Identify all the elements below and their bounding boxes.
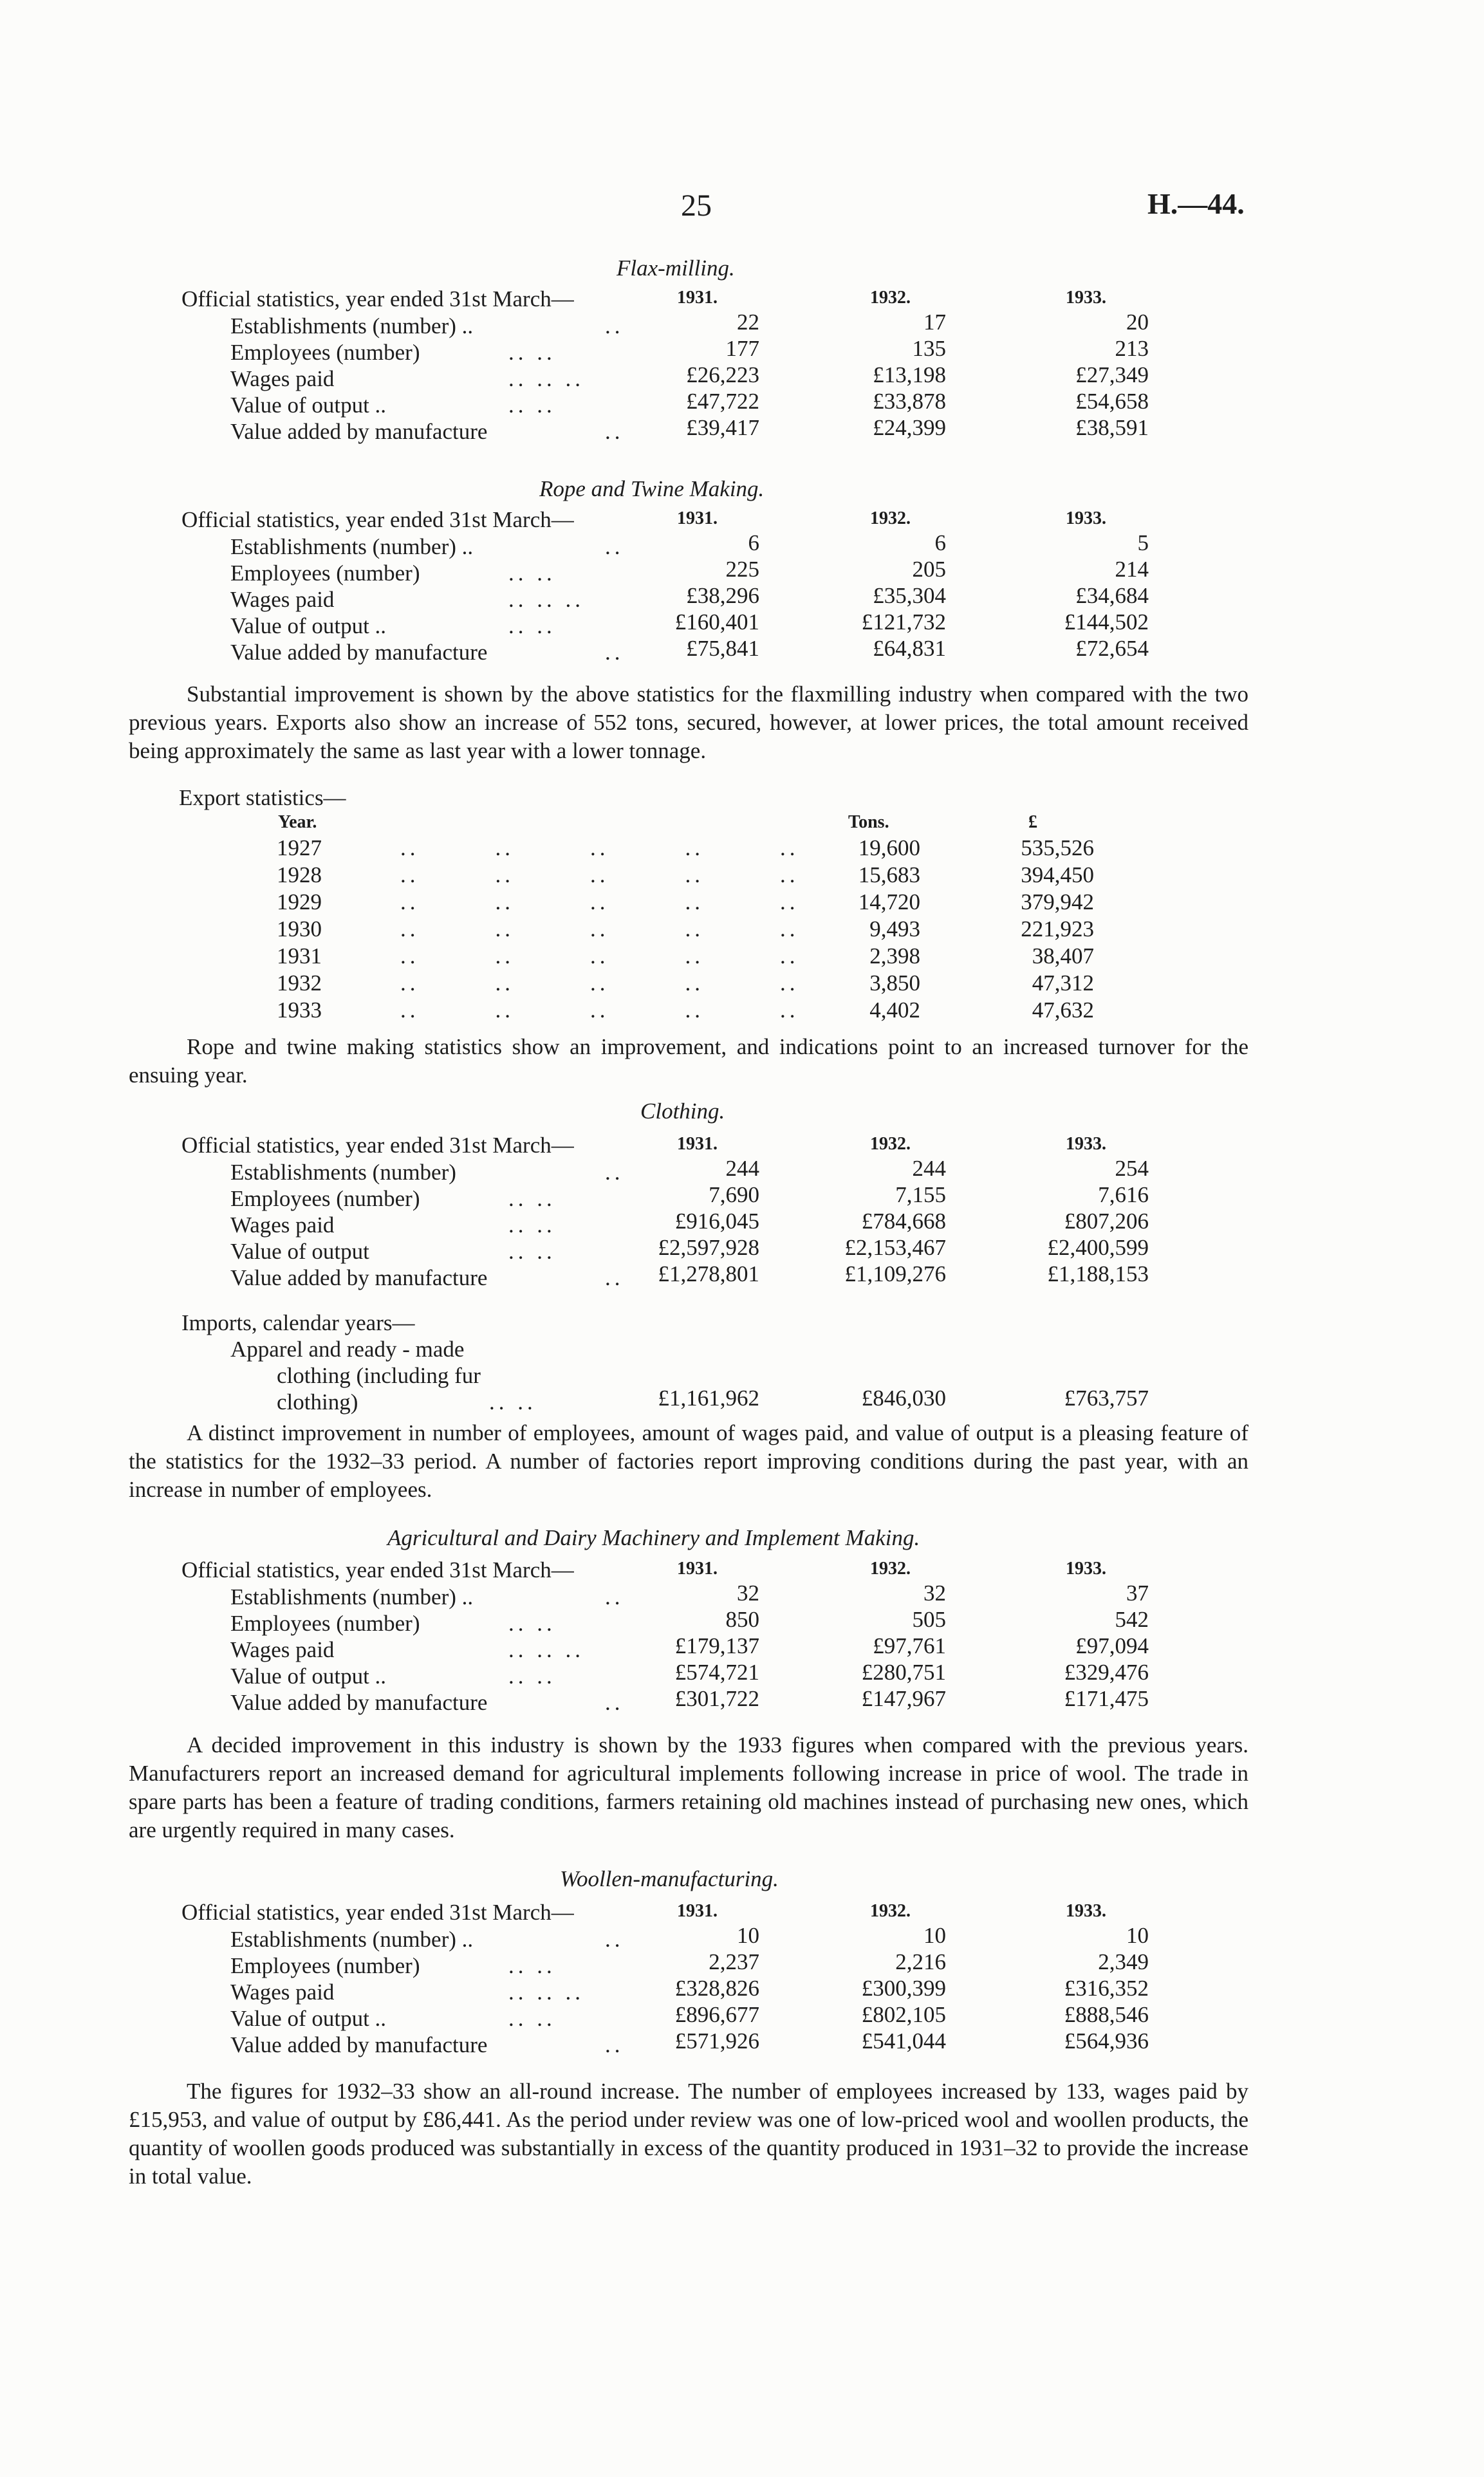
paragraph-rope-summary: Rope and twine making statistics show an improvement, and indications point to an increased turnover for the ensuing year. <box>129 1034 1248 1088</box>
row-value: 37 <box>1126 1581 1149 1606</box>
row-value: £541,044 <box>861 2028 946 2054</box>
row-label: Establishments (number) .. <box>230 534 474 559</box>
row-label: Employees (number) <box>230 1186 420 1211</box>
export-statistics-label: Export statistics— <box>179 785 346 810</box>
year-header: 1931. <box>677 1134 718 1154</box>
export-tons: 14,720 <box>858 889 920 914</box>
row-value: £1,278,801 <box>658 1261 759 1286</box>
row-dots: .. .. .. <box>508 587 584 612</box>
row-value: 244 <box>912 1156 946 1181</box>
year-header: 1932. <box>870 508 911 528</box>
row-dots: .. <box>605 640 624 665</box>
row-value: £97,761 <box>873 1633 946 1658</box>
row-label: Establishments (number) .. <box>230 1927 474 1952</box>
row-value: £316,352 <box>1064 1976 1149 2001</box>
paragraph-clothing-summary: A distinct improvement in number of employees, amount of wages paid, and value of output is a pleasing feature of the statistics for the 1932–33 period. A number of factories report improving conditions during the past year, with an increase in number of employees. <box>129 1420 1248 1502</box>
export-tons: 3,850 <box>869 970 920 996</box>
row-label: Value of output .. <box>230 613 387 638</box>
row-label: Wages paid <box>230 1637 335 1662</box>
row-value: £2,597,928 <box>658 1235 759 1260</box>
export-year: 1928 <box>277 862 322 887</box>
row-label: Value of output .. <box>230 1664 387 1689</box>
row-dots: .. <box>605 1927 624 1952</box>
row-value: 7,690 <box>709 1182 759 1207</box>
row-value: £47,722 <box>686 389 759 414</box>
row-value: 20 <box>1126 310 1149 335</box>
row-dots: .. <box>605 1690 624 1715</box>
row-value: 177 <box>725 336 759 361</box>
row-label: Establishments (number) .. <box>230 313 474 339</box>
export-tons: 2,398 <box>869 943 920 969</box>
row-dots: .. .. <box>508 1953 556 1978</box>
row-value: £329,476 <box>1064 1660 1149 1685</box>
export-dots: .. .. .. .. .. <box>400 997 799 1023</box>
export-year: 1933 <box>277 997 322 1023</box>
row-value: 10 <box>923 1923 946 1948</box>
row-dots: .. .. <box>508 1239 556 1264</box>
row-value: £916,045 <box>674 1209 759 1234</box>
table-intro: Official statistics, year ended 31st March— <box>181 1133 574 1158</box>
row-dots: .. <box>605 313 624 339</box>
row-dots: .. .. <box>508 1664 556 1689</box>
row-dots: .. .. <box>508 2006 556 2031</box>
export-year: 1932 <box>277 970 322 996</box>
row-value: £179,137 <box>674 1633 759 1658</box>
year-header: 1931. <box>677 508 718 528</box>
export-col-tons: Tons. <box>848 812 889 832</box>
export-tons: 4,402 <box>869 997 920 1023</box>
row-dots: .. .. .. <box>508 1980 584 2005</box>
row-value: 6 <box>748 530 759 555</box>
year-header: 1932. <box>870 1559 911 1579</box>
row-value: 5 <box>1137 530 1149 555</box>
row-value: £33,878 <box>873 389 946 414</box>
row-value: £38,296 <box>686 583 759 608</box>
row-value: £160,401 <box>674 609 759 635</box>
row-value: £72,654 <box>1075 636 1149 661</box>
row-value: £75,841 <box>686 636 759 661</box>
row-label: Wages paid <box>230 366 335 391</box>
year-header: 1931. <box>677 1901 718 1921</box>
row-dots: .. <box>605 419 624 444</box>
year-header: 1932. <box>870 1901 911 1921</box>
row-value: £802,105 <box>861 2002 946 2027</box>
row-label: Establishments (number) <box>230 1160 456 1185</box>
export-year: 1931 <box>277 943 322 969</box>
row-dots: .. .. <box>508 613 556 638</box>
table-intro: Official statistics, year ended 31st March— <box>181 1900 574 1925</box>
row-value: £121,732 <box>861 609 946 635</box>
row-label: Value of output .. <box>230 393 387 418</box>
row-label: Value added by manufacture <box>230 640 488 665</box>
export-value: 379,942 <box>1021 889 1094 914</box>
row-label: Establishments (number) .. <box>230 1584 474 1610</box>
export-year: 1929 <box>277 889 322 914</box>
row-dots: .. .. .. <box>508 1637 584 1662</box>
row-value: £564,936 <box>1064 2028 1149 2054</box>
row-value: 850 <box>725 1607 759 1632</box>
export-value: 47,312 <box>1032 970 1094 996</box>
row-dots: .. .. <box>508 1186 556 1211</box>
table-intro: Official statistics, year ended 31st March— <box>181 507 574 532</box>
row-label: Value added by manufacture <box>230 2032 488 2057</box>
row-value: 214 <box>1115 557 1149 582</box>
row-value: 135 <box>912 336 946 361</box>
year-header: 1933. <box>1066 288 1106 308</box>
row-label: Value of output .. <box>230 2006 387 2031</box>
row-dots: .. .. <box>508 340 556 365</box>
row-value: 17 <box>923 310 946 335</box>
export-value: 394,450 <box>1021 862 1094 887</box>
row-value: 10 <box>1126 1923 1149 1948</box>
apparel-line-2: clothing (including fur <box>277 1363 481 1388</box>
row-value: £888,546 <box>1064 2002 1149 2027</box>
row-value: 7,616 <box>1098 1182 1149 1207</box>
row-value: £13,198 <box>873 362 946 387</box>
row-label: Value added by manufacture <box>230 419 488 444</box>
row-label: Wages paid <box>230 1980 335 2005</box>
export-dots: .. .. .. .. .. <box>400 862 799 887</box>
row-value: 2,216 <box>895 1949 946 1974</box>
apparel-line-3: clothing) <box>277 1389 358 1415</box>
year-header: 1933. <box>1066 508 1106 528</box>
year-header: 1933. <box>1066 1134 1106 1154</box>
export-dots: .. .. .. .. .. <box>400 889 799 914</box>
apparel-value-1933: £763,757 <box>1064 1386 1149 1411</box>
row-value: £300,399 <box>861 1976 946 2001</box>
row-value: £54,658 <box>1075 389 1149 414</box>
apparel-line-1: Apparel and ready - made <box>230 1337 465 1362</box>
row-value: £24,399 <box>873 415 946 440</box>
row-value: 7,155 <box>895 1182 946 1207</box>
year-header: 1931. <box>677 288 718 308</box>
row-value: £280,751 <box>861 1660 946 1685</box>
page-number: 25 <box>681 189 712 223</box>
row-value: £35,304 <box>873 583 946 608</box>
row-dots: .. <box>605 2032 624 2057</box>
year-header: 1932. <box>870 288 911 308</box>
imports-label: Imports, calendar years— <box>181 1310 415 1335</box>
row-label: Employees (number) <box>230 561 420 586</box>
export-dots: .. .. .. .. .. <box>400 970 799 996</box>
export-value: 221,923 <box>1021 916 1094 942</box>
row-value: £27,349 <box>1075 362 1149 387</box>
table-intro: Official statistics, year ended 31st March— <box>181 286 574 311</box>
row-value: £171,475 <box>1064 1686 1149 1711</box>
row-value: £144,502 <box>1064 609 1149 635</box>
row-dots: .. <box>605 534 624 559</box>
section-heading-flax: Flax-milling. <box>617 255 735 281</box>
row-label: Wages paid <box>230 1212 335 1238</box>
row-label: Value added by manufacture <box>230 1265 488 1290</box>
apparel-value-1931: £1,161,962 <box>658 1386 759 1411</box>
row-label: Value of output <box>230 1239 369 1264</box>
row-value: £328,826 <box>674 1976 759 2001</box>
export-dots: .. .. .. .. .. <box>400 943 799 969</box>
table-intro: Official statistics, year ended 31st March— <box>181 1557 574 1582</box>
row-label: Wages paid <box>230 587 335 612</box>
export-tons: 9,493 <box>869 916 920 942</box>
document-reference: H.—44. <box>1147 187 1245 220</box>
row-dots: .. <box>605 1584 624 1610</box>
row-label: Employees (number) <box>230 340 420 365</box>
row-value: £97,094 <box>1075 1633 1149 1658</box>
row-value: £571,926 <box>674 2028 759 2054</box>
row-dots: .. <box>605 1265 624 1290</box>
row-value: £1,109,276 <box>844 1261 946 1286</box>
row-label: Employees (number) <box>230 1953 420 1978</box>
row-value: £574,721 <box>674 1660 759 1685</box>
apparel-value-1932: £846,030 <box>861 1386 946 1411</box>
year-header: 1933. <box>1066 1901 1106 1921</box>
row-value: 244 <box>725 1156 759 1181</box>
row-value: £39,417 <box>686 415 759 440</box>
section-heading-clothing: Clothing. <box>640 1099 725 1124</box>
row-value: 225 <box>725 557 759 582</box>
row-value: £807,206 <box>1064 1209 1149 1234</box>
export-year: 1930 <box>277 916 322 942</box>
year-header: 1931. <box>677 1559 718 1579</box>
paragraph-agri-summary: A decided improvement in this industry is shown by the 1933 figures when compared with the previous years. Manufacturers report an increased demand for agricultural implements following increase in price of wool. The trade in spare parts has been a feature of trading conditions, farmers retaining old machines instead of purchasing new ones, which are urgently required in many cases. <box>129 1732 1248 1842</box>
row-label: Value added by manufacture <box>230 1690 488 1715</box>
row-value: 505 <box>912 1607 946 1632</box>
row-dots: .. .. .. <box>508 366 584 391</box>
section-heading-agri: Agricultural and Dairy Machinery and Implement Making. <box>387 1525 920 1550</box>
year-header: 1933. <box>1066 1559 1106 1579</box>
row-value: £2,153,467 <box>844 1235 946 1260</box>
paragraph-flax-summary: Substantial improvement is shown by the above statistics for the flaxmilling industry when compared with the two previous years. Exports also show an increase of 552 tons, secured, however, at lower prices, the total amount received being approximately the same as last year with a lower tonnage. <box>129 682 1248 763</box>
export-value: 47,632 <box>1032 997 1094 1023</box>
export-year: 1927 <box>277 835 322 860</box>
row-value: £64,831 <box>873 636 946 661</box>
row-value: £147,967 <box>861 1686 946 1711</box>
export-tons: 19,600 <box>858 835 920 860</box>
row-value: 205 <box>912 557 946 582</box>
row-dots: .. <box>605 1160 624 1185</box>
row-dots: .. .. <box>508 561 556 586</box>
row-value: 32 <box>737 1581 759 1606</box>
row-value: £896,677 <box>674 2002 759 2027</box>
export-tons: 15,683 <box>858 862 920 887</box>
export-dots: .. .. .. .. .. <box>400 916 799 942</box>
export-col-year: Year. <box>278 812 317 832</box>
row-value: 213 <box>1115 336 1149 361</box>
row-value: £26,223 <box>686 362 759 387</box>
row-value: 22 <box>737 310 759 335</box>
row-value: £2,400,599 <box>1047 1235 1149 1260</box>
export-col-value: £ <box>1028 812 1037 832</box>
row-value: £34,684 <box>1075 583 1149 608</box>
row-dots: .. .. <box>508 1611 556 1636</box>
row-value: 10 <box>737 1923 759 1948</box>
row-value: 254 <box>1115 1156 1149 1181</box>
apparel-dots: .. .. <box>489 1389 537 1415</box>
section-heading-rope: Rope and Twine Making. <box>539 476 765 501</box>
row-value: 2,349 <box>1098 1949 1149 1974</box>
row-value: 2,237 <box>709 1949 759 1974</box>
row-value: £301,722 <box>674 1686 759 1711</box>
paragraph-woollen-summary: The figures for 1932–33 show an all-round increase. The number of employees increased by 133, wages paid by £15,953, and value of output by £86,441. As the period under review was one of low-priced wool and woollen products, the quantity of woollen goods produced was substantially in excess of the quantity produced in 1931–32 to provide the increase in total value. <box>129 2079 1248 2189</box>
row-value: £784,668 <box>861 1209 946 1234</box>
export-value: 38,407 <box>1032 943 1094 969</box>
row-value: 542 <box>1115 1607 1149 1632</box>
section-heading-woollen: Woollen-manufacturing. <box>560 1866 779 1891</box>
year-header: 1932. <box>870 1134 911 1154</box>
row-value: £38,591 <box>1075 415 1149 440</box>
row-dots: .. .. <box>508 1212 556 1238</box>
row-value: 6 <box>934 530 946 555</box>
row-value: £1,188,153 <box>1047 1261 1149 1286</box>
row-label: Employees (number) <box>230 1611 420 1636</box>
export-dots: .. .. .. .. .. <box>400 835 799 860</box>
row-dots: .. .. <box>508 393 556 418</box>
row-value: 32 <box>923 1581 946 1606</box>
export-value: 535,526 <box>1021 835 1094 860</box>
